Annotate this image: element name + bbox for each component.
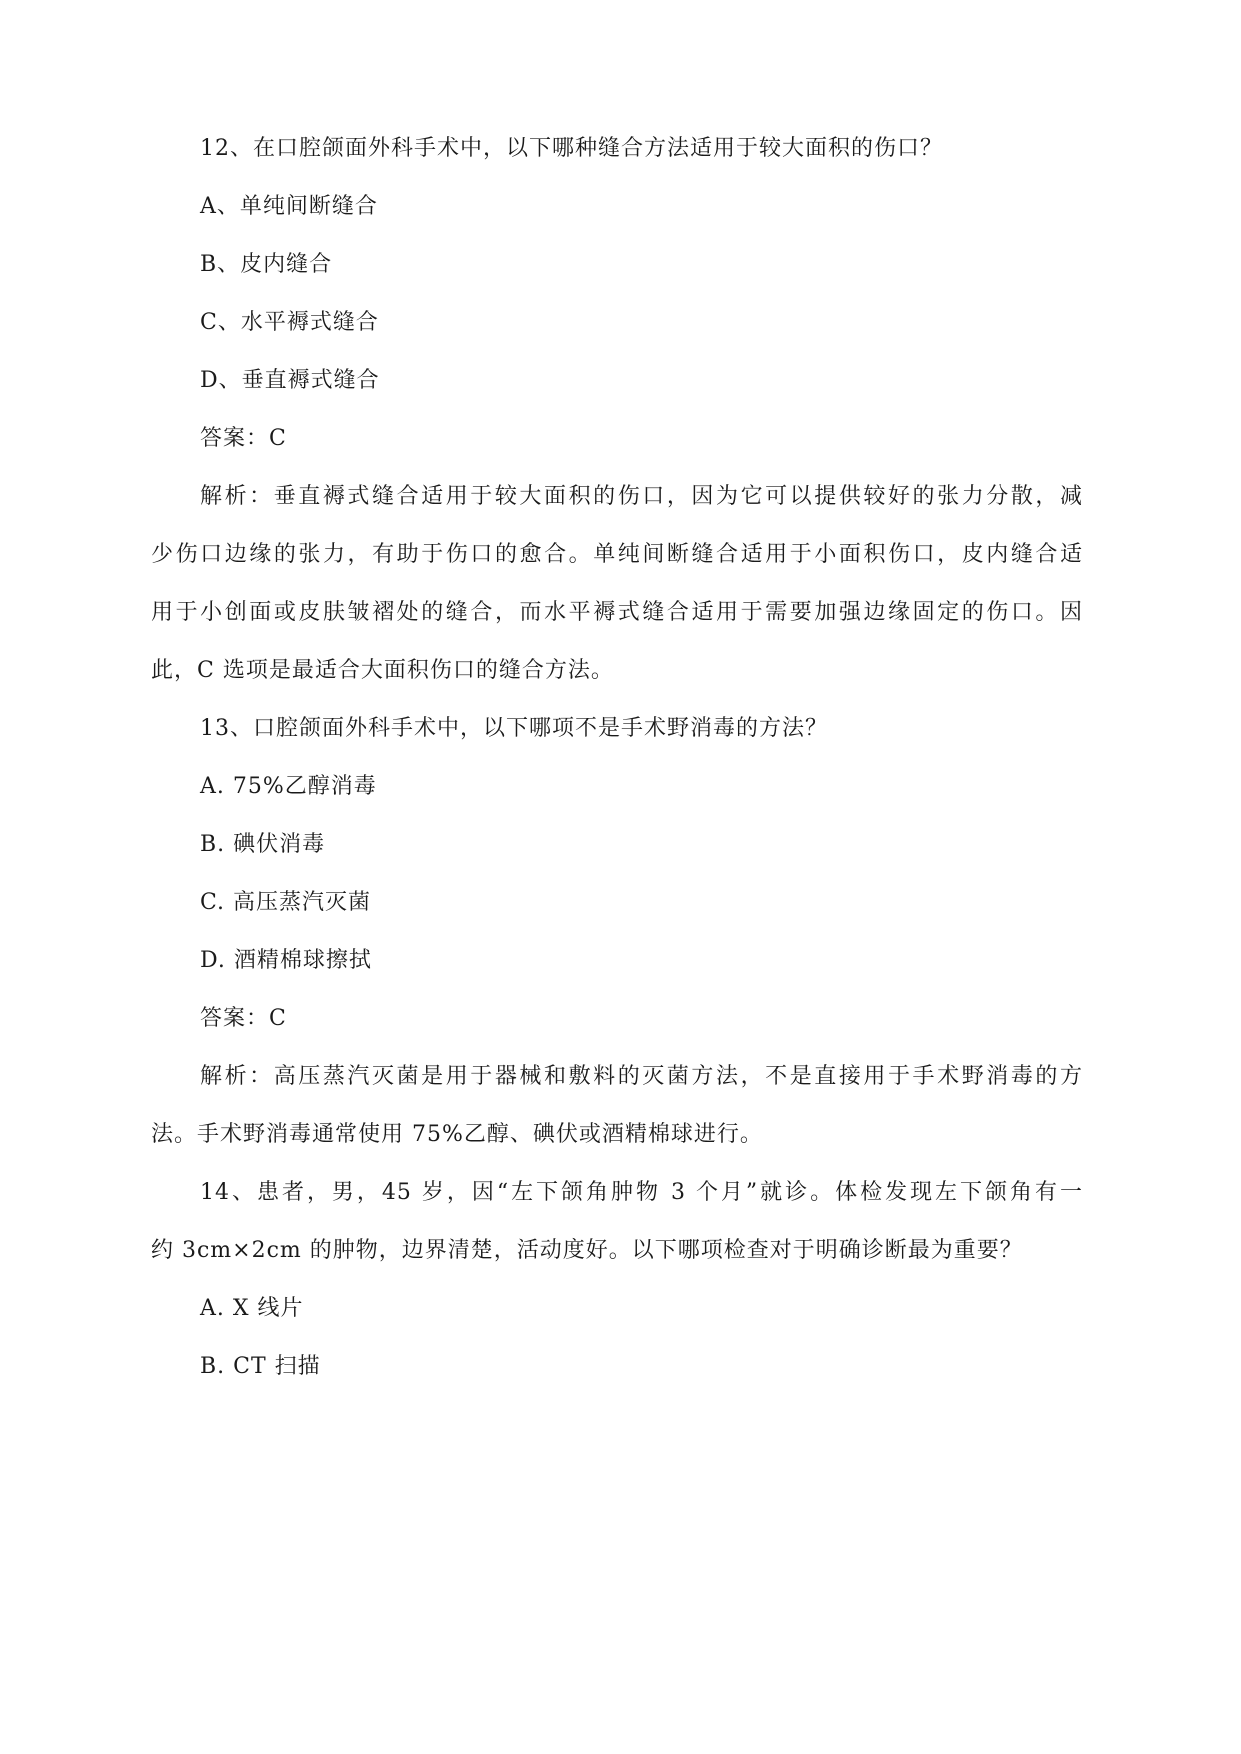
question-12-analysis-line-4: 此，C 选项是最适合大面积伤口的缝合方法。	[151, 658, 614, 683]
question-12-option-c: C、水平褥式缝合	[200, 310, 379, 335]
question-13-stem: 13、口腔颌面外科手术中，以下哪项不是手术野消毒的方法？	[200, 716, 828, 741]
question-12-analysis-line-3: 用于小创面或皮肤皱褶处的缝合，而水平褥式缝合适用于需要加强边缘固定的伤口。因	[151, 600, 1083, 625]
question-13-analysis-line-2: 法。手术野消毒通常使用 75%乙醇、碘伏或酒精棉球进行。	[151, 1122, 763, 1147]
question-12-option-d: D、垂直褥式缝合	[200, 368, 380, 393]
question-14-option-a: A. X 线片	[200, 1296, 304, 1321]
question-13-option-a: A. 75%乙醇消毒	[200, 774, 377, 799]
question-12-analysis-line-2: 少伤口边缘的张力，有助于伤口的愈合。单纯间断缝合适用于小面积伤口，皮内缝合适	[151, 542, 1083, 567]
question-13-option-c: C. 高压蒸汽灭菌	[200, 890, 372, 915]
question-13-answer: 答案：C	[200, 1006, 287, 1031]
question-14-stem-line-1: 14、患者，男，45 岁，因“左下颌角肿物 3 个月”就诊。体检发现左下颌角有一	[200, 1180, 1083, 1205]
question-13-option-d: D. 酒精棉球擦拭	[200, 948, 372, 973]
question-12-option-a: A、单纯间断缝合	[200, 194, 378, 219]
question-14-option-b: B. CT 扫描	[200, 1354, 321, 1379]
question-12-stem: 12、在口腔颌面外科手术中，以下哪种缝合方法适用于较大面积的伤口？	[200, 136, 943, 161]
question-13-analysis-line-1: 解析：高压蒸汽灭菌是用于器械和敷料的灭菌方法，不是直接用于手术野消毒的方	[200, 1064, 1083, 1089]
question-12-option-b: B、皮内缝合	[200, 252, 333, 277]
question-12-answer: 答案：C	[200, 426, 287, 451]
question-12-analysis-line-1: 解析：垂直褥式缝合适用于较大面积的伤口，因为它可以提供较好的张力分散，减	[200, 484, 1083, 509]
question-13-option-b: B. 碘伏消毒	[200, 832, 326, 857]
question-14-stem-line-2: 约 3cm×2cm 的肿物，边界清楚，活动度好。以下哪项检查对于明确诊断最为重要？	[151, 1238, 1023, 1263]
